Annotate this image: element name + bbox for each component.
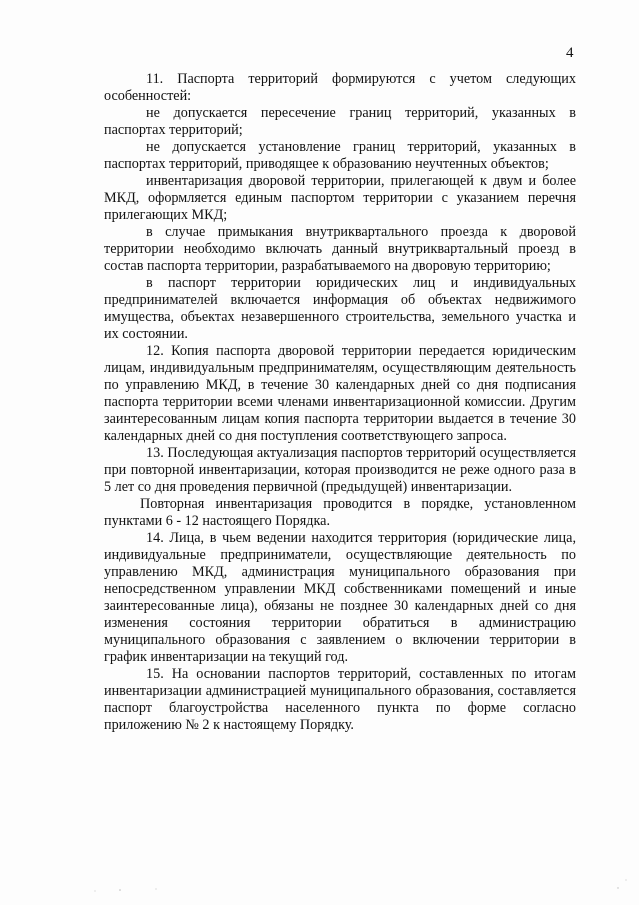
- list-item-legal-entities-info: в паспорт территории юридических лиц и индивидуальных предпринимателей включается информация об объектах недвижимого имущества, объектах незавершенного строительства, земельного участка и их состоянии.: [104, 275, 576, 342]
- paragraph-14: 14. Лица, в чьем ведении находится территория (юридические лица, индивидуальные предприниматели, осуществляющие деятельность по управлению МКД, администрация муниципального образования при непосредственном управлении МКД собственниками помещений и иные заинтересованные лица), обязаны не позднее 30 календарных дней со дня изменения состояния территории обратиться в администрацию муниципального образования с заявлением о включении территории в график инвентаризации на текущий год.: [104, 530, 576, 665]
- paragraph-15: 15. На основании паспортов территорий, составленных по итогам инвентаризации администрацией муниципального образования, составляется паспорт благоустройства населенного пункта по форме согласно приложению № 2 к настоящему Порядку.: [104, 666, 576, 733]
- paragraph-11: 11. Паспорта территорий формируются с учетом следующих особенностей:: [104, 71, 576, 104]
- paragraph-repeat-inventory: Повторная инвентаризация проводится в порядке, установленном пунктами 6 - 12 настоящего Порядка.: [104, 496, 576, 529]
- paragraph-13: 13. Последующая актуализация паспортов территорий осуществляется при повторной инвентаризации, которая производится не реже одного раза в 5 лет со дня проведения первичной (предыдущей) инвентаризации.: [104, 445, 576, 495]
- list-item-no-unaccounted-objects: не допускается установление границ территорий, указанных в паспортах территорий, приводящее к образованию неучтенных объектов;: [104, 139, 576, 172]
- paragraph-12: 12. Копия паспорта дворовой территории передается юридическим лицам, индивидуальным предпринимателям, осуществляющим деятельность по управлению МКД, в течение 30 календарных дней со дня подписания паспорта территории всеми членами инвентаризационной комиссии. Другим заинтересованным лицам копия паспорта территории выдается в течение 30 календарных дней со дня поступления соответствующего запроса.: [104, 343, 576, 444]
- list-item-intra-block-driveway: в случае примыкания внутриквартального проезда к дворовой территории необходимо включать данный внутриквартальный проезд в состав паспорта территории, разрабатываемого на дворовую территорию;: [104, 224, 576, 274]
- list-item-single-passport: инвентаризация дворовой территории, прилегающей к двум и более МКД, оформляется единым паспортом территории с указанием перечня прилегающих МКД;: [104, 173, 576, 223]
- page-number: 4: [566, 45, 574, 61]
- list-item-no-boundary-overlap: не допускается пересечение границ территорий, указанных в паспортах территорий;: [104, 105, 576, 138]
- document-body: [104, 71, 576, 734]
